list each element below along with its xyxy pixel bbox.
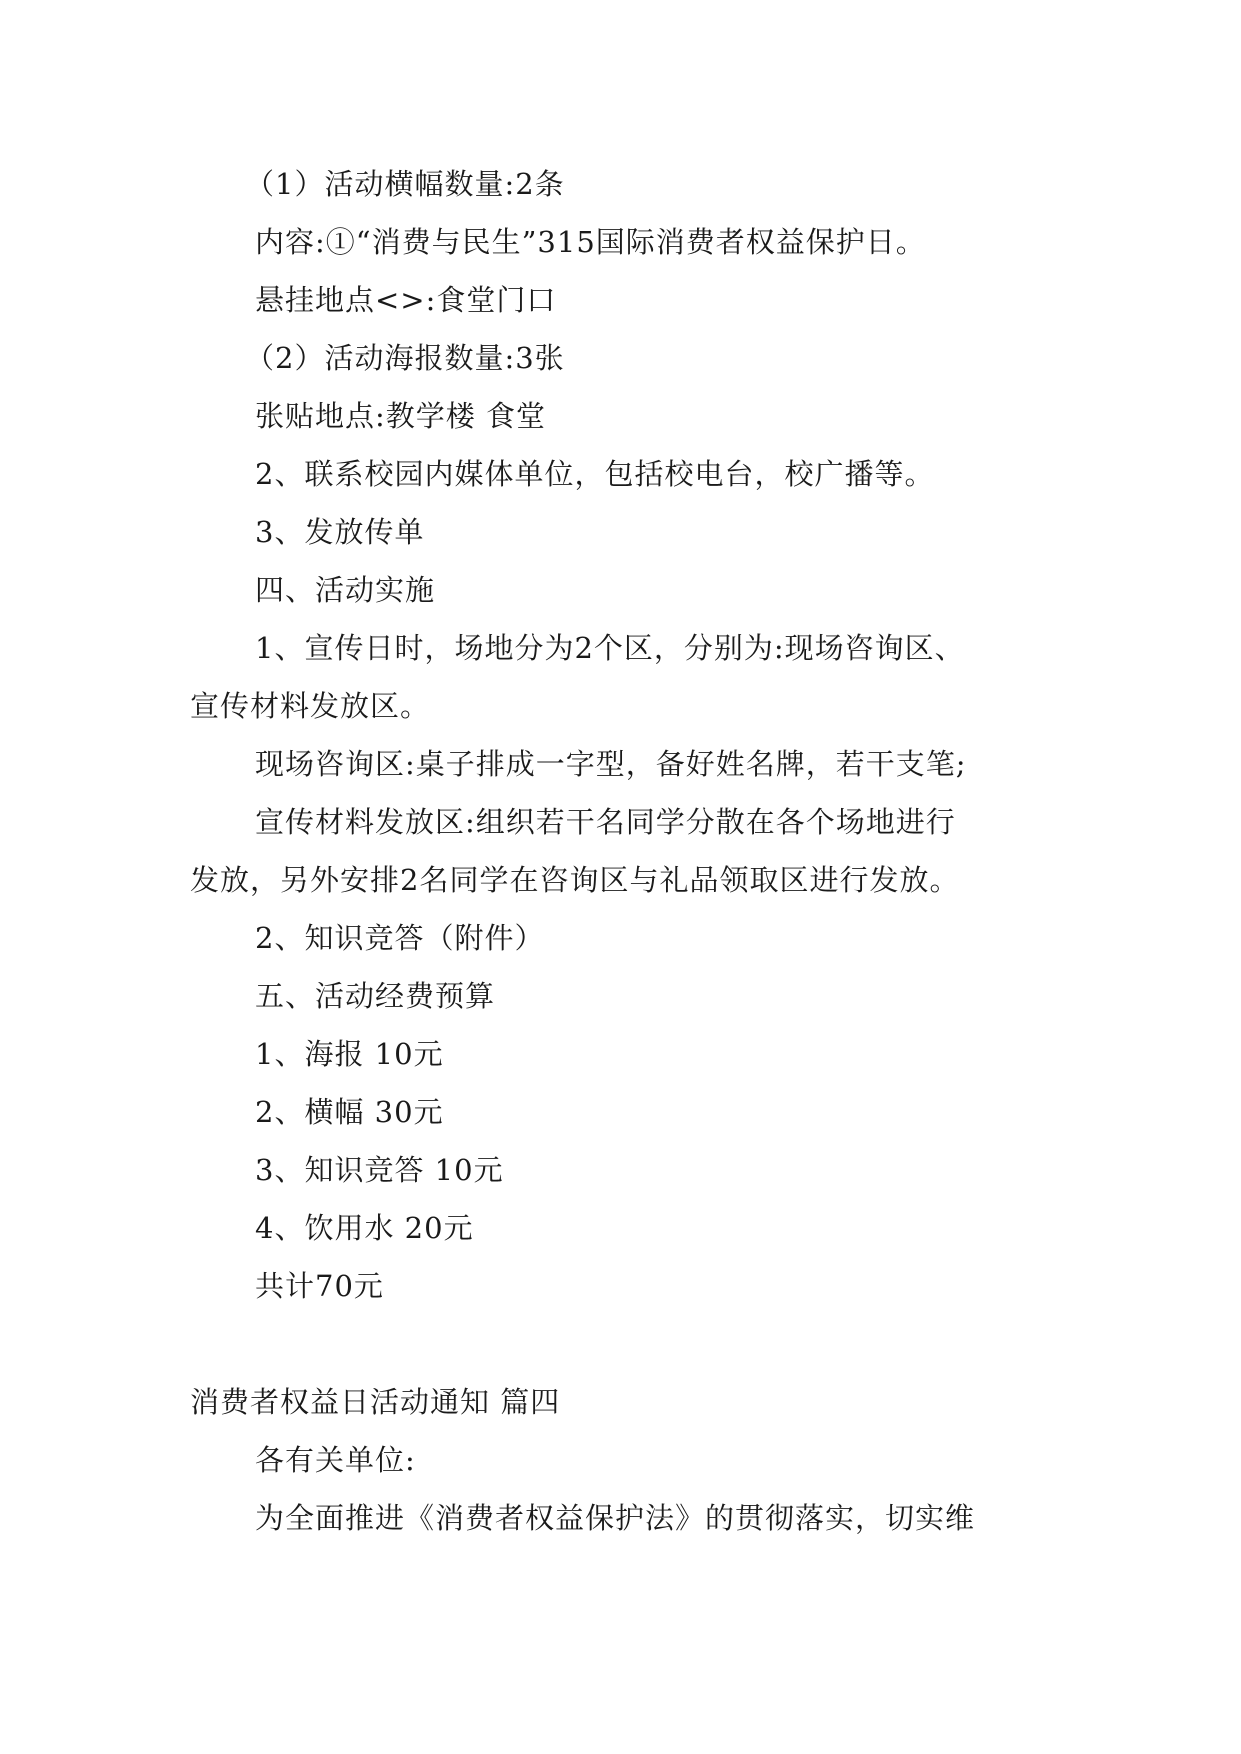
section-heading-implementation: 四、活动实施 — [255, 573, 436, 607]
materials-area-line: 宣传材料发放区:组织若干名同学分散在各个场地进行 — [255, 805, 956, 839]
poster-location-line: 张贴地点:教学楼 食堂 — [255, 399, 546, 433]
banner-content-line: 内容:①“消费与民生”315国际消费者权益保护日。 — [255, 225, 926, 259]
venue-division-line: 1、宣传日时，场地分为2个区，分别为:现场咨询区、 — [255, 631, 965, 665]
poster-count-line: （2）活动海报数量:3张 — [245, 341, 565, 375]
flyers-line: 3、发放传单 — [255, 515, 425, 549]
materials-area-line-cont: 发放，另外安排2名同学在咨询区与礼品领取区进行发放。 — [190, 863, 960, 897]
venue-division-line-cont: 宣传材料发放区。 — [190, 689, 431, 723]
banner-count-line: （1）活动横幅数量:2条 — [245, 167, 565, 201]
budget-total: 共计70元 — [255, 1269, 384, 1303]
quiz-line: 2、知识竞答（附件） — [255, 921, 545, 955]
banner-location-line: 悬挂地点<>:食堂门口 — [255, 283, 557, 317]
budget-item-quiz: 3、知识竞答 10元 — [255, 1153, 504, 1187]
budget-item-water: 4、饮用水 20元 — [255, 1211, 474, 1245]
notice-body-line: 为全面推进《消费者权益保护法》的贯彻落实，切实维 — [255, 1501, 976, 1535]
media-contact-line: 2、联系校园内媒体单位，包括校电台，校广播等。 — [255, 457, 935, 491]
budget-item-banner: 2、横幅 30元 — [255, 1095, 444, 1129]
budget-item-poster: 1、海报 10元 — [255, 1037, 444, 1071]
notice-salutation: 各有关单位: — [255, 1443, 416, 1477]
consult-area-line: 现场咨询区:桌子排成一字型，备好姓名牌，若干支笔; — [255, 747, 967, 781]
section-heading-budget: 五、活动经费预算 — [255, 979, 496, 1013]
notice-title: 消费者权益日活动通知 篇四 — [190, 1385, 561, 1419]
